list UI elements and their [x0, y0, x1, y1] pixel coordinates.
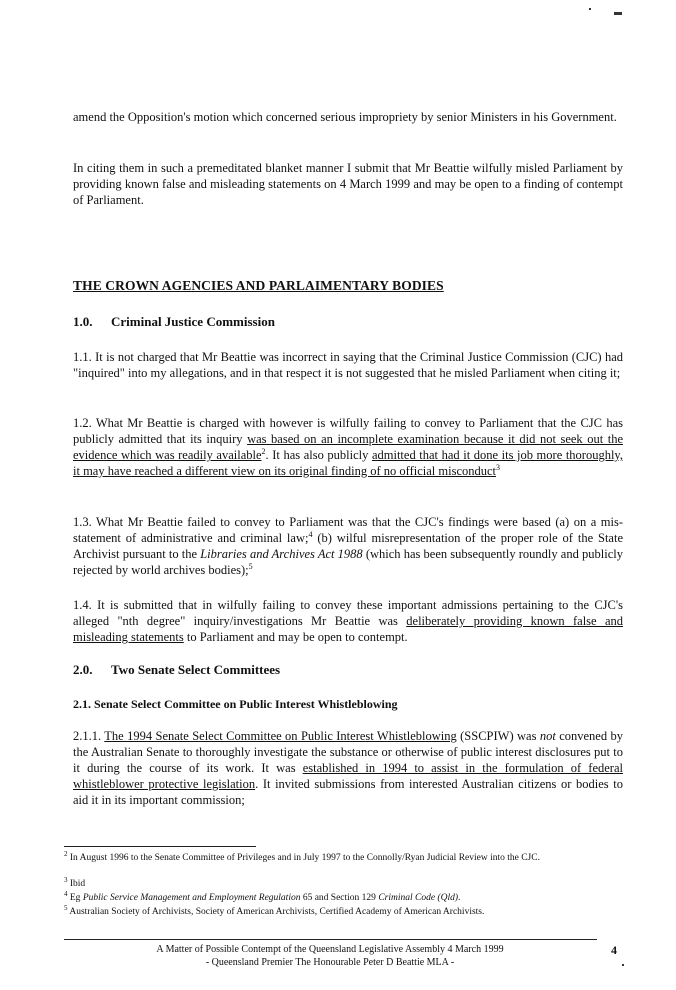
intro-paragraph-1 — [73, 109, 623, 125]
paragraph-2-1-1-number: 2.1.1. — [73, 729, 105, 743]
section-2-heading — [73, 662, 280, 678]
section-2-title: Two Senate Select Committees — [111, 662, 281, 677]
footer-line-1: A Matter of Possible Contempt of the Queensland Legislative Assembly 4 March 1999 — [156, 944, 504, 955]
paragraph-1-3-text-a: 1.3. What Mr Beattie failed to convey to Parliament was that the CJC's findings were based (a) on a mis-statement of administrative and criminal law; — [73, 515, 623, 545]
paragraph-1-2-underline-1: was based on an incomplete examination because it did not seek out the evidence which was readily available — [73, 432, 623, 462]
footnote-5-text: Australian Society of Archivists, Society of American Archivists, Certified Academy of American Archivists. — [67, 907, 485, 917]
paragraph-1-4-text-a: 1.4. It is submitted that in wilfully failing to convey these important admissions pertaining to the CJC's alleged "nth degree" inquiry/investigations Mr Beattie was — [73, 598, 623, 628]
paragraph-2-1-1 — [73, 728, 623, 808]
footnote-4-code: Criminal Code (Qld) — [378, 893, 459, 903]
footnote-4-text-b: 65 and Section 129 — [300, 893, 379, 903]
footnote-3-number: 3 — [64, 875, 68, 884]
paragraph-1-3-text-b: (b) wilful misrepresentation of the proper role of the State Archivist pursuant to the — [73, 531, 623, 561]
paragraph-1-3-text-c: (which has been subsequently roundly and publicly rejected by world archives bodies); — [73, 547, 623, 577]
paragraph-1-1-text: 1.1. It is not charged that Mr Beattie was incorrect in saying that the Criminal Justice Commission (CJC) had "inquired" into my allegations, and in that respect it is not suggested that he misled Parliament when citing it; — [73, 350, 623, 380]
paragraph-1-4-text-b: to Parliament and may be open to contempt. — [183, 630, 408, 644]
page-number: 4 — [611, 943, 617, 957]
footnote-2-number: 2 — [64, 849, 68, 858]
paragraph-2-1-1-underline-1: The 1994 Senate Select Committee on Public Interest Whistleblowing — [104, 729, 457, 743]
section-1-number: 1.0. — [73, 314, 93, 329]
scan-mark — [614, 12, 622, 15]
footer-line-2: - Queensland Premier The Honourable Peter D Beattie MLA - — [205, 957, 455, 968]
footnote-2-text: In August 1996 to the Senate Committee of Privileges and in July 1997 to the Connolly/Ryan Judicial Review into the CJC. — [67, 853, 540, 863]
section-heading-main: THE CROWN AGENCIES AND PARLAIMENTARY BODIES — [73, 278, 444, 293]
footnote-divider — [64, 846, 256, 847]
intro-text-2: In citing them in such a premeditated blanket manner I submit that Mr Beattie wilfully misled Parliament by providing known false and misleading statements on 4 March 1999 and may be open to a finding of contempt of Parliament. — [73, 161, 623, 207]
footnote-ref-5[interactable]: 5 — [248, 561, 253, 571]
footnote-5-number: 5 — [64, 903, 68, 912]
footnote-4-text-c: . — [458, 893, 461, 903]
paragraph-2-1-1-text-c: convened by the Australian Senate to thoroughly investigate the substance or otherwise of public interest disclosures put to it during the course of its work. It was — [73, 729, 623, 775]
footnote-4-regulation: Public Service Management and Employment Regulation — [82, 893, 301, 903]
footer-divider — [64, 939, 597, 940]
paragraph-2-1-1-text-d: . It invited submissions from interested Australian citizens or bodies to aid it in its important commission; — [73, 777, 623, 807]
paragraph-1-4 — [73, 597, 623, 645]
paragraph-1-3-act-title: Libraries and Archives Act 1988 — [200, 547, 363, 561]
footnote-ref-4[interactable]: 4 — [308, 529, 313, 539]
scan-mark — [622, 964, 624, 966]
footnote-2 — [64, 849, 624, 865]
footnote-4 — [64, 889, 624, 905]
intro-paragraph-2 — [73, 160, 623, 208]
paragraph-1-3 — [73, 514, 623, 578]
footnote-4-number: 4 — [64, 889, 68, 898]
section-1-title: Criminal Justice Commission — [111, 314, 275, 329]
footnote-5 — [64, 903, 624, 919]
intro-text-1: amend the Opposition's motion which concerned serious impropriety by senior Ministers in his Government. — [73, 110, 617, 124]
scan-mark — [589, 8, 591, 10]
section-2-number: 2.0. — [73, 662, 93, 677]
footnote-4-text-a: Eg — [67, 893, 83, 903]
footnote-ref-2[interactable]: 2 — [261, 446, 266, 456]
paragraph-2-1-1-text-b: (SSCPIW) was — [456, 729, 540, 743]
paragraph-1-2-underline-2: admitted that had it done its job more thoroughly, it may have reached a different view on its original finding of no official misconduct — [73, 448, 623, 478]
section-1-heading — [73, 314, 275, 330]
footnote-ref-3[interactable]: 3 — [496, 462, 501, 472]
footnote-3-text: Ibid — [67, 879, 86, 889]
footnote-3 — [64, 875, 624, 891]
paragraph-2-1-1-underline-2: established in 1994 to assist in the formulation of federal whistleblower protective legislation — [73, 761, 623, 791]
paragraph-2-1-1-emphasis: not — [539, 729, 556, 743]
paragraph-1-1 — [73, 349, 623, 381]
paragraph-1-2-text-a: 1.2. What Mr Beattie is charged with however is wilfully failing to convey to Parliament that the CJC has publicly admitted that its inquiry — [73, 416, 623, 446]
paragraph-1-4-underline: deliberately providing known false and misleading statements — [73, 614, 623, 644]
paragraph-1-2 — [73, 415, 623, 479]
subsection-2-1-heading: 2.1. Senate Select Committee on Public Interest Whistleblowing — [73, 697, 398, 711]
paragraph-1-2-text-b: . It has also publicly — [265, 448, 372, 462]
